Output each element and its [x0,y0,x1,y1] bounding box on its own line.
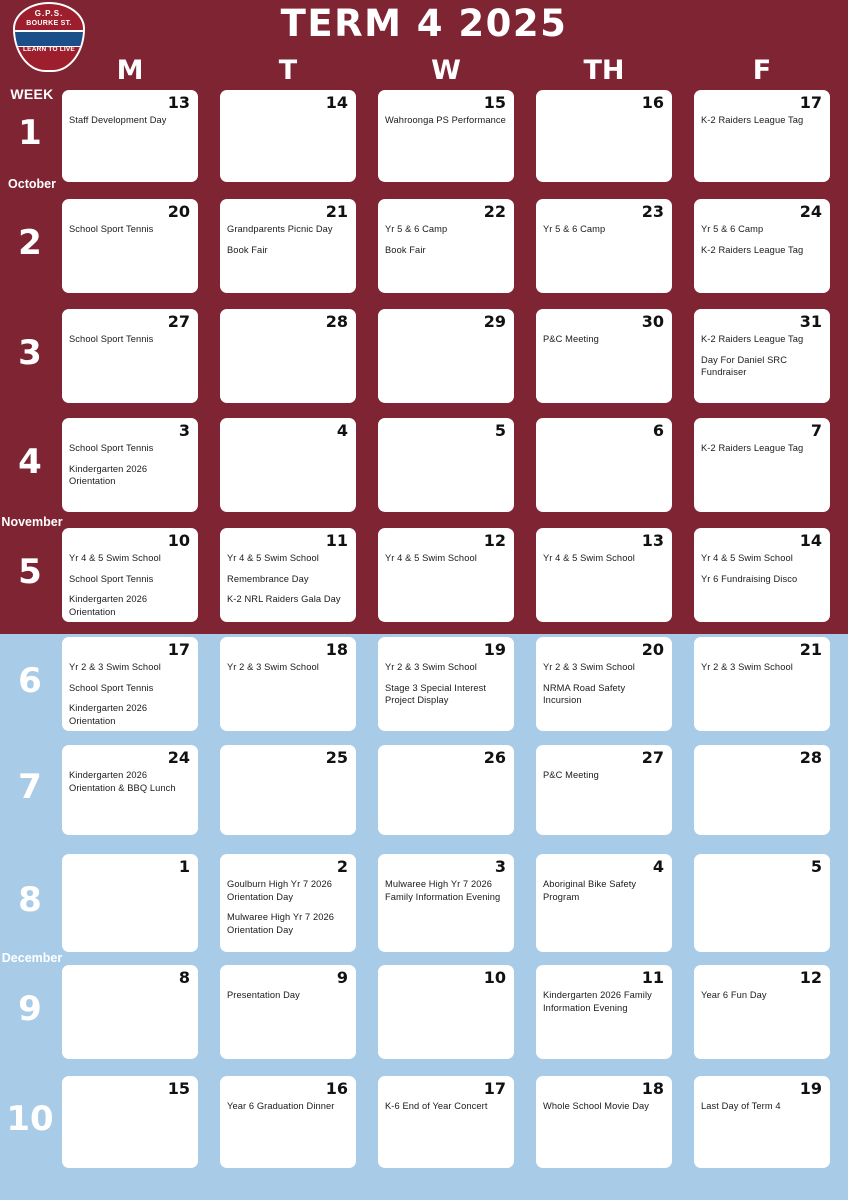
day-header-t: T [278,55,298,86]
crest-wave-shape [15,30,83,47]
day-date-number: 11 [325,531,348,550]
day-date-number: 29 [483,312,506,331]
day-event-item: Yr 4 & 5 Swim School [385,553,477,563]
day-event-list [227,661,350,682]
week-column-label: WEEK [10,86,54,102]
day-event-item: School Sport Tennis [69,682,154,693]
day-date-number: 10 [483,968,506,987]
calendar-day-cell[interactable] [220,199,356,293]
day-date-number: 22 [483,202,506,221]
day-event-list [701,989,824,1010]
crest-top-text: G.P.S. [34,9,64,18]
day-date-number: 27 [167,312,190,331]
day-event-item: Kindergarten 2026 Orientation [69,594,148,617]
day-event-item: Yr 4 & 5 Swim School [227,553,319,563]
day-date-number: 1 [178,857,190,876]
day-date-number: 13 [167,93,190,112]
day-event-list [69,333,192,354]
calendar-day-cell[interactable] [220,418,356,512]
calendar-day-cell[interactable] [536,854,672,952]
day-event-item: Yr 4 & 5 Swim School [701,553,793,563]
day-event-item: Mulwaree High Yr 7 2026 Orientation Day [227,912,335,935]
calendar-day-cell[interactable] [378,309,514,403]
day-date-number: 31 [799,312,822,331]
calendar-day-cell[interactable] [220,745,356,835]
day-date-number: 12 [799,968,822,987]
week-number-7: 7 [18,767,42,807]
day-event-item: Yr 2 & 3 Swim School [69,662,161,672]
day-event-list [543,223,666,244]
calendar-day-cell[interactable] [694,528,830,622]
day-event-item: Yr 5 & 6 Camp [385,224,448,234]
day-date-number: 17 [799,93,822,112]
day-date-number: 11 [641,968,664,987]
week-number-10: 10 [6,1099,54,1139]
day-event-item: Staff Development Day [69,115,167,125]
day-date-number: 30 [641,312,664,331]
day-event-item: Last Day of Term 4 [701,1101,781,1111]
calendar-day-cell[interactable] [62,965,198,1059]
day-event-list [385,223,508,264]
day-date-number: 12 [483,531,506,550]
day-date-number: 17 [167,640,190,659]
day-event-list [543,989,666,1022]
day-date-number: 10 [167,531,190,550]
crest-band-text: BOURKE ST. [26,20,72,27]
day-event-item: Goulburn High Yr 7 2026 Orientation Day [227,879,332,902]
day-event-item: K-2 Raiders League Tag [701,244,804,255]
week-number-6: 6 [18,661,42,701]
day-event-item: Book Fair [385,244,426,255]
calendar-day-cell[interactable] [220,528,356,622]
calendar-day-cell[interactable] [220,965,356,1059]
day-date-number: 5 [810,857,822,876]
day-date-number: 20 [641,640,664,659]
day-event-list [69,223,192,244]
day-event-item: Year 6 Fun Day [701,990,767,1000]
day-event-item: School Sport Tennis [69,573,154,584]
day-event-item: School Sport Tennis [69,443,154,453]
day-event-item: K-6 End of Year Concert [385,1101,488,1111]
day-date-number: 2 [336,857,348,876]
day-event-item: NRMA Road Safety Incursion [543,682,626,705]
day-header-f: F [752,55,772,86]
day-event-item: P&C Meeting [543,770,599,780]
day-event-list [701,114,824,135]
day-date-number: 19 [799,1079,822,1098]
calendar-day-cell[interactable] [536,745,672,835]
day-event-list [701,1100,824,1121]
day-event-list [385,1100,508,1121]
week-number-1: 1 [18,113,42,153]
day-event-item: Yr 4 & 5 Swim School [69,553,161,563]
day-event-item: Yr 2 & 3 Swim School [701,662,793,672]
calendar-day-cell[interactable] [62,854,198,952]
day-date-number: 5 [494,421,506,440]
day-date-number: 25 [325,748,348,767]
calendar-day-cell[interactable] [536,90,672,182]
month-label-december: December [1,951,63,965]
day-date-number: 14 [325,93,348,112]
day-date-number: 24 [167,748,190,767]
day-date-number: 28 [799,748,822,767]
day-event-list [227,878,350,944]
day-event-item: Kindergarten 2026 Orientation [69,703,148,726]
calendar-day-cell[interactable] [378,418,514,512]
day-event-item: School Sport Tennis [69,224,154,234]
day-event-list [227,223,350,264]
calendar-header [0,0,848,48]
day-event-list [69,114,192,135]
calendar-day-cell[interactable] [62,745,198,835]
day-event-item: Whole School Movie Day [543,1101,650,1111]
day-event-item: Book Fair [227,244,268,255]
day-header-th: TH [583,55,625,86]
day-date-number: 20 [167,202,190,221]
day-event-item: Yr 6 Fundraising Disco [701,573,798,584]
day-event-item: Yr 2 & 3 Swim School [543,662,635,672]
calendar-day-cell[interactable] [378,965,514,1059]
day-event-list [69,661,192,731]
day-event-item: K-2 Raiders League Tag [701,334,804,344]
calendar-day-cell[interactable] [694,965,830,1059]
calendar-day-cell[interactable] [694,854,830,952]
day-date-number: 13 [641,531,664,550]
day-event-item: P&C Meeting [543,334,599,344]
calendar-day-cell[interactable] [694,418,830,512]
day-date-number: 4 [652,857,664,876]
day-date-number: 24 [799,202,822,221]
day-event-item: Presentation Day [227,990,300,1000]
day-event-item: Yr 2 & 3 Swim School [385,662,477,672]
week-number-8: 8 [18,880,42,920]
week-number-4: 4 [18,442,42,482]
calendar-day-cell[interactable] [694,90,830,182]
day-event-list [385,114,508,135]
day-event-list [701,223,824,264]
day-header-m: M [116,55,144,86]
month-label-october: October [8,177,56,191]
day-event-list [385,878,508,911]
day-event-item: Kindergarten 2026 Orientation [69,463,148,486]
day-header-w: W [431,55,461,86]
day-event-list [69,769,192,802]
day-date-number: 9 [336,968,348,987]
calendar-day-cell[interactable] [536,199,672,293]
calendar-day-cell[interactable] [220,309,356,403]
day-date-number: 14 [799,531,822,550]
calendar-day-cell[interactable] [694,199,830,293]
day-event-item: Yr 2 & 3 Swim School [227,662,319,672]
calendar-day-cell[interactable] [694,745,830,835]
day-event-list [227,552,350,614]
day-event-list [701,661,824,682]
calendar-day-cell[interactable] [378,528,514,622]
calendar-day-cell[interactable] [378,1076,514,1168]
day-event-item: Year 6 Graduation Dinner [227,1101,335,1111]
day-event-item: Aboriginal Bike Safety Program [543,879,637,902]
day-date-number: 21 [325,202,348,221]
day-event-list [385,552,508,573]
day-event-item: School Sport Tennis [69,334,154,344]
calendar-day-cell[interactable] [62,90,198,182]
calendar-day-cell[interactable] [378,90,514,182]
calendar-day-cell[interactable] [536,965,672,1059]
day-date-number: 8 [178,968,190,987]
day-date-number: 19 [483,640,506,659]
month-label-november: November [1,515,63,529]
day-date-number: 28 [325,312,348,331]
day-date-number: 15 [167,1079,190,1098]
week-number-5: 5 [18,552,42,592]
calendar-day-cell[interactable] [62,637,198,731]
day-date-number: 18 [325,640,348,659]
day-event-list [543,769,666,790]
day-event-list [543,333,666,354]
day-event-item: Yr 4 & 5 Swim School [543,553,635,563]
day-event-item: Wahroonga PS Performance [385,115,506,125]
day-event-list [227,1100,350,1121]
day-date-number: 6 [652,421,664,440]
day-date-number: 26 [483,748,506,767]
day-event-list [543,878,666,911]
day-date-number: 21 [799,640,822,659]
day-event-list [227,989,350,1010]
calendar-day-cell[interactable] [220,637,356,731]
day-event-item: Remembrance Day [227,573,309,584]
day-event-item: Mulwaree High Yr 7 2026 Family Information Evening [385,879,501,902]
day-event-item: Yr 5 & 6 Camp [701,224,764,234]
day-date-number: 18 [641,1079,664,1098]
day-event-item: Kindergarten 2026 Family Information Evening [543,990,652,1013]
day-event-list [701,442,824,463]
day-event-item: Yr 5 & 6 Camp [543,224,606,234]
day-event-item: Kindergarten 2026 Orientation & BBQ Lunch [69,770,176,793]
day-event-item: Grandparents Picnic Day [227,224,333,234]
day-event-list [543,1100,666,1121]
week-number-9: 9 [18,989,42,1029]
calendar-day-cell[interactable] [378,199,514,293]
calendar-day-cell[interactable] [220,90,356,182]
day-event-list [701,333,824,387]
calendar-day-cell[interactable] [536,309,672,403]
calendar-day-cell[interactable] [378,745,514,835]
calendar-day-cell[interactable] [378,854,514,952]
day-date-number: 27 [641,748,664,767]
page-title: TERM 4 2025 [280,2,568,45]
calendar-day-cell[interactable] [536,637,672,731]
day-event-item: Day For Daniel SRC Fundraiser [701,354,788,377]
day-date-number: 4 [336,421,348,440]
calendar-day-cell[interactable] [62,199,198,293]
day-date-number: 23 [641,202,664,221]
day-event-item: K-2 Raiders League Tag [701,443,804,453]
calendar-day-cell[interactable] [536,418,672,512]
day-event-list [543,552,666,573]
calendar-day-cell[interactable] [694,637,830,731]
day-event-list [701,552,824,593]
calendar-day-cell[interactable] [378,637,514,731]
calendar-day-cell[interactable] [536,528,672,622]
day-event-list [69,552,192,622]
day-event-item: K-2 Raiders League Tag [701,115,804,125]
day-event-list [69,442,192,496]
day-date-number: 3 [178,421,190,440]
day-date-number: 16 [641,93,664,112]
calendar-day-cell[interactable] [62,418,198,512]
calendar-day-cell[interactable] [62,309,198,403]
calendar-day-cell[interactable] [694,1076,830,1168]
week-number-3: 3 [18,333,42,373]
calendar-day-cell[interactable] [62,1076,198,1168]
calendar-day-cell[interactable] [62,528,198,622]
calendar-day-cell[interactable] [220,854,356,952]
day-date-number: 7 [810,421,822,440]
day-event-item: Stage 3 Special Interest Project Display [385,682,487,705]
calendar-day-cell[interactable] [220,1076,356,1168]
day-event-item: K-2 NRL Raiders Gala Day [227,594,341,604]
day-date-number: 16 [325,1079,348,1098]
day-date-number: 17 [483,1079,506,1098]
week-number-2: 2 [18,223,42,263]
day-event-list [385,661,508,715]
day-date-number: 15 [483,93,506,112]
crest-motto-text: LEARN TO LIVE [23,46,75,53]
calendar-day-cell[interactable] [536,1076,672,1168]
day-date-number: 3 [494,857,506,876]
calendar-day-cell[interactable] [694,309,830,403]
day-event-list [543,661,666,715]
